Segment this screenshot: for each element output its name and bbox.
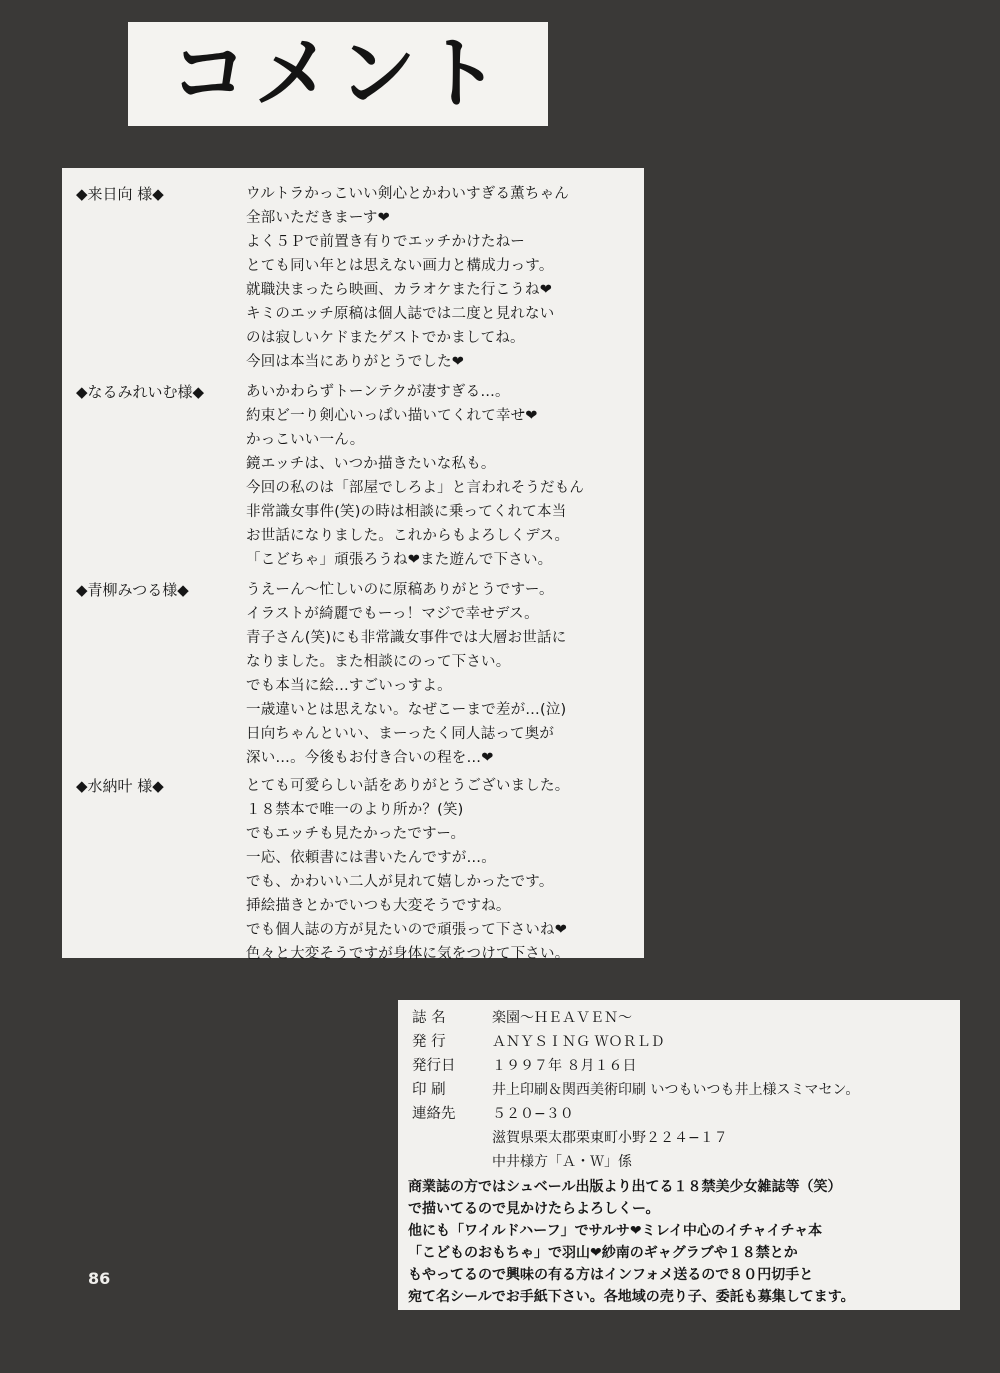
- colophon-row: [412, 1102, 960, 1126]
- comment-recipient: ◆なるみれいむ様◆: [76, 383, 205, 401]
- colophon-row: [412, 1126, 960, 1150]
- comment-line: 約束ど一り剣心いっぱい描いてくれて幸せ❤: [246, 408, 538, 424]
- comment-line: 全部いただきまーす❤: [246, 210, 390, 226]
- colophon-value: 中井様方「Ａ・Ｗ」係: [492, 1154, 632, 1170]
- comment-text: [246, 380, 640, 572]
- colophon-label: 連絡先: [412, 1106, 456, 1122]
- comment-line: 就職決まったら映画、カラオケまた行こうね❤: [246, 282, 553, 298]
- comment-line: ウルトラかっこいい剣心とかわいすぎる薫ちゃん: [246, 186, 569, 202]
- comment-recipient: ◆来日向 様◆: [76, 185, 164, 203]
- comment-line: よく５Ｐで前置き有りでエッチかけたねー: [246, 234, 526, 250]
- comment-line: イラストが綺麗でもーっ！マジで幸せデス。: [246, 606, 539, 622]
- page-number: 86: [88, 1269, 111, 1288]
- colophon-row: [412, 1150, 960, 1174]
- colophon-value: 楽園〜ＨＥＡＶＥＮ〜: [492, 1010, 632, 1026]
- note-line: 宛て名シールでお手紙下さい。各地域の売り子、委託も募集してます。: [408, 1289, 855, 1305]
- note-line: もやってるので興味の有る方はインフォメ送るので８０円切手と: [408, 1267, 814, 1283]
- comment-line: のは寂しいケドまたゲストでかましてね。: [246, 330, 525, 346]
- comment-line: 日向ちゃんといい、まーったく同人誌って奥が: [246, 726, 555, 742]
- colophon-value: ＡＮＹＳＩＮＧ ＷＯＲＬＤ: [492, 1034, 665, 1050]
- comment-recipient: ◆水納叶 様◆: [76, 777, 164, 795]
- note-line: 商業誌の方ではシュベール出版より出てる１８禁美少女雑誌等（笑）: [408, 1179, 842, 1195]
- colophon-value: ５２０−３０: [492, 1106, 574, 1122]
- comment-line: 色々と大変そうですが身体に気をつけて下さい。: [246, 946, 570, 962]
- colophon-row: [412, 1054, 960, 1078]
- comment-line: 一歳違いとは思えない。なぜこーまで差が…(泣): [246, 702, 567, 718]
- comment-line: でも個人誌の方が見たいので頑張って下さいね❤: [246, 922, 568, 938]
- title-label-box: [128, 22, 548, 126]
- comment-line: 今回は本当にありがとうでした❤: [246, 354, 465, 370]
- note-line: で描いてるので見かけたらよろしくー。: [408, 1201, 660, 1217]
- comment-recipient: ◆青柳みつる様◆: [76, 581, 189, 599]
- comment-text: [246, 774, 640, 966]
- note-line: 他にも「ワイルドハーフ」でサルサ❤ミレイ中心のイチャイチャ本: [408, 1223, 823, 1239]
- comment-line: 深い…。今後もお付き合いの程を…❤: [246, 750, 494, 766]
- colophon-table: [412, 1006, 960, 1174]
- comment-line: 鏡エッチは、いつか描きたいな私も。: [246, 456, 496, 472]
- colophon-row: [412, 1006, 960, 1030]
- comment-line: なりました。また相談にのって下さい。: [246, 654, 511, 670]
- colophon-row: [412, 1078, 960, 1102]
- comment-line: 挿絵描きとかでいつも大変そうですね。: [246, 898, 511, 914]
- comment-line: 青子さん(笑)にも非常識女事件では大層お世話に: [246, 630, 567, 646]
- comment-line: でも、かわいい二人が見れて嬉しかったです。: [246, 874, 554, 890]
- comment-line: 非常識女事件(笑)の時は相談に乗ってくれて本当: [246, 504, 567, 520]
- colophon-value: 井上印刷＆関西美術印刷 いつもいつも井上様スミマセン。: [492, 1082, 860, 1098]
- comment-line: １８禁本で唯一のより所か？(笑): [246, 802, 464, 818]
- comment-line: お世話になりました。これからもよろしくデス。: [246, 528, 570, 544]
- note-line: 「こどものおもちゃ」で羽山❤紗南のギャグラブや１８禁とか: [408, 1245, 798, 1261]
- comment-line: キミのエッチ原稿は個人誌では二度と見れない: [246, 306, 555, 322]
- comment-text: [246, 182, 640, 374]
- colophon-row: [412, 1030, 960, 1054]
- colophon-value: 滋賀県栗太郡栗東町小野２２４−１７: [492, 1130, 728, 1146]
- comment-line: でも本当に絵…すごいっすよ。: [246, 678, 452, 694]
- comment-line: 今回の私のは「部屋でしろよ」と言われそうだもん: [246, 480, 585, 496]
- comment-line: 一応、依頼書には書いたんですが…。: [246, 850, 496, 866]
- page-title: コメント: [169, 29, 506, 119]
- comments-panel: [62, 168, 644, 962]
- circle-notes: [408, 1176, 956, 1308]
- comment-line: とても同い年とは思えない画力と構成力っす。: [246, 258, 554, 274]
- comment-line: 「こどちゃ」頑張ろうね❤また遊んで下さい。: [246, 552, 553, 568]
- comment-line: でもエッチも見たかったですー。: [246, 826, 466, 842]
- comment-line: とても可愛らしい話をありがとうございました。: [246, 778, 570, 794]
- comment-line: あいかわらずトーンテクが凄すぎる…。: [246, 384, 510, 400]
- comment-line: かっこいい一ん。: [246, 432, 365, 448]
- comment-line: うえーん〜忙しいのに原稿ありがとうですー。: [246, 582, 554, 598]
- colophon-panel: [398, 1000, 960, 1310]
- colophon-value: １９９７年 ８月１６日: [492, 1058, 637, 1074]
- colophon-label: 誌 名: [412, 1010, 446, 1026]
- colophon-label: 印 刷: [412, 1082, 446, 1098]
- colophon-label: 発 行: [412, 1034, 446, 1050]
- comment-text: [246, 578, 640, 770]
- colophon-label: 発行日: [412, 1058, 456, 1074]
